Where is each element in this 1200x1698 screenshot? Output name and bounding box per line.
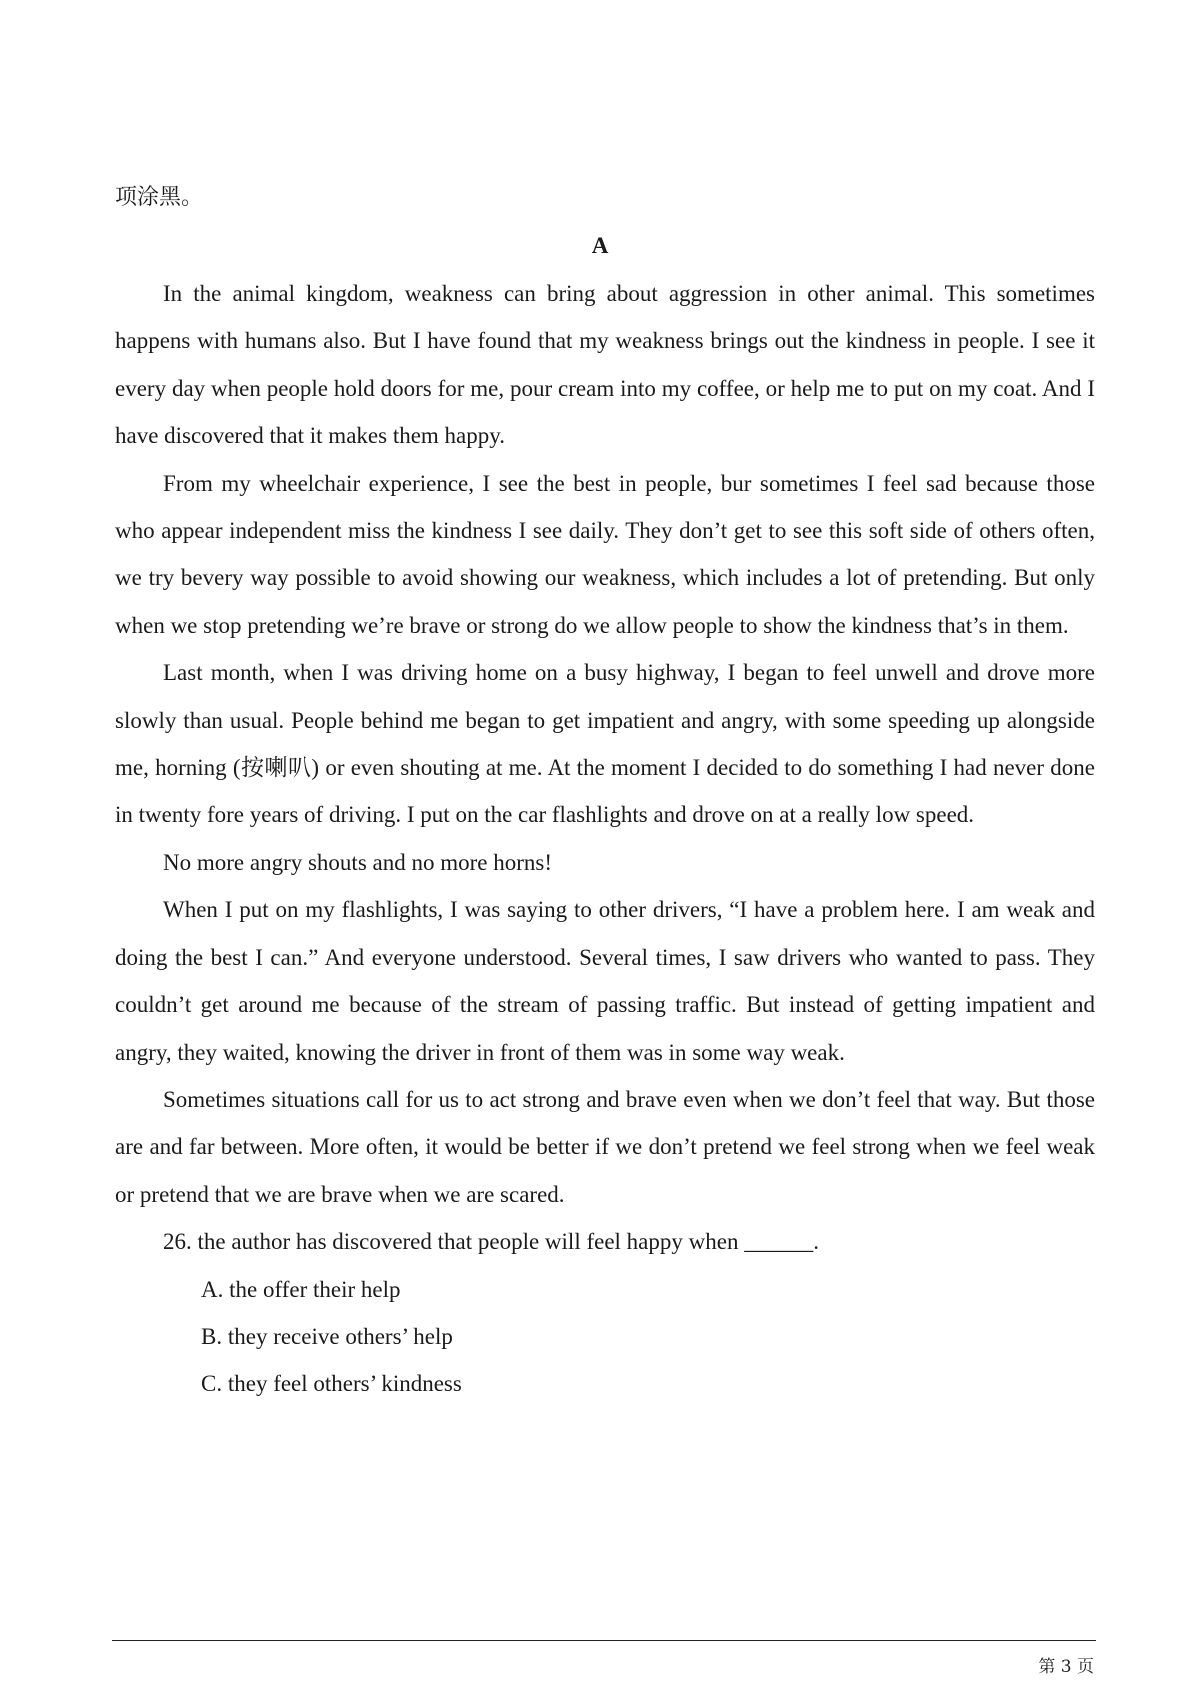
option-a: A. the offer their help — [201, 1276, 401, 1302]
option-c: C. they feel others’ kindness — [201, 1371, 462, 1397]
paragraph-3: Last month, when I was driving home on a busy highway, I began to feel unwell and drove more slowly than usual. People behind me began to get impatient and angry, with some speeding up alongside me, horning (按喇叭) or even shouting at me. At the moment I decided to do something I had never done in twenty fore years of driving. I put on the car flashlights and drove on at a really low speed. — [115, 660, 1095, 828]
passage-body — [115, 270, 1095, 1408]
option-b: B. they receive others’ help — [201, 1323, 453, 1349]
question-stem: 26. the author has discovered that people will feel happy when ______. — [163, 1229, 819, 1255]
paragraph-2: From my wheelchair experience, I see the best in people, bur sometimes I feel sad because those who appear independent miss the kindness I see daily. They don’t get to see this soft side of others often, we try bevery way possible to avoid showing our weakness, which includes a lot of pretending. But only when we stop pretending we’re brave or strong do we allow people to show the kindness that’s in them. — [115, 470, 1095, 638]
footer-divider — [112, 1640, 1096, 1641]
paragraph-5: When I put on my flashlights, I was saying to other drivers, “I have a problem here. I am weak and doing the best I can.” And everyone understood. Several times, I saw drivers who wanted to pass. They couldn’t get around me because of the stream of passing traffic. But instead of getting impatient and angry, they waited, knowing the driver in front of them was in some way weak. — [115, 897, 1095, 1065]
page-number: 第 3 页 — [1038, 1657, 1094, 1677]
paragraph-4: No more angry shouts and no more horns! — [163, 849, 553, 875]
paragraph-6: Sometimes situations call for us to act strong and brave even when we don’t feel that way. But those are and far between. More often, it would be better if we don’t pretend we feel strong when we feel weak or pretend that we are brave when we are scared. — [115, 1086, 1095, 1207]
lead-fragment: 项涂黑。 — [115, 185, 204, 210]
section-title: A — [591, 233, 609, 258]
paragraph-1: In the animal kingdom, weakness can bring about aggression in other animal. This sometimes happens with humans also. But I have found that my weakness brings out the kindness in people. I see it every day when people hold doors for me, pour cream into my coffee, or help me to put on my coat. And I have discovered that it makes them happy. — [115, 281, 1095, 449]
